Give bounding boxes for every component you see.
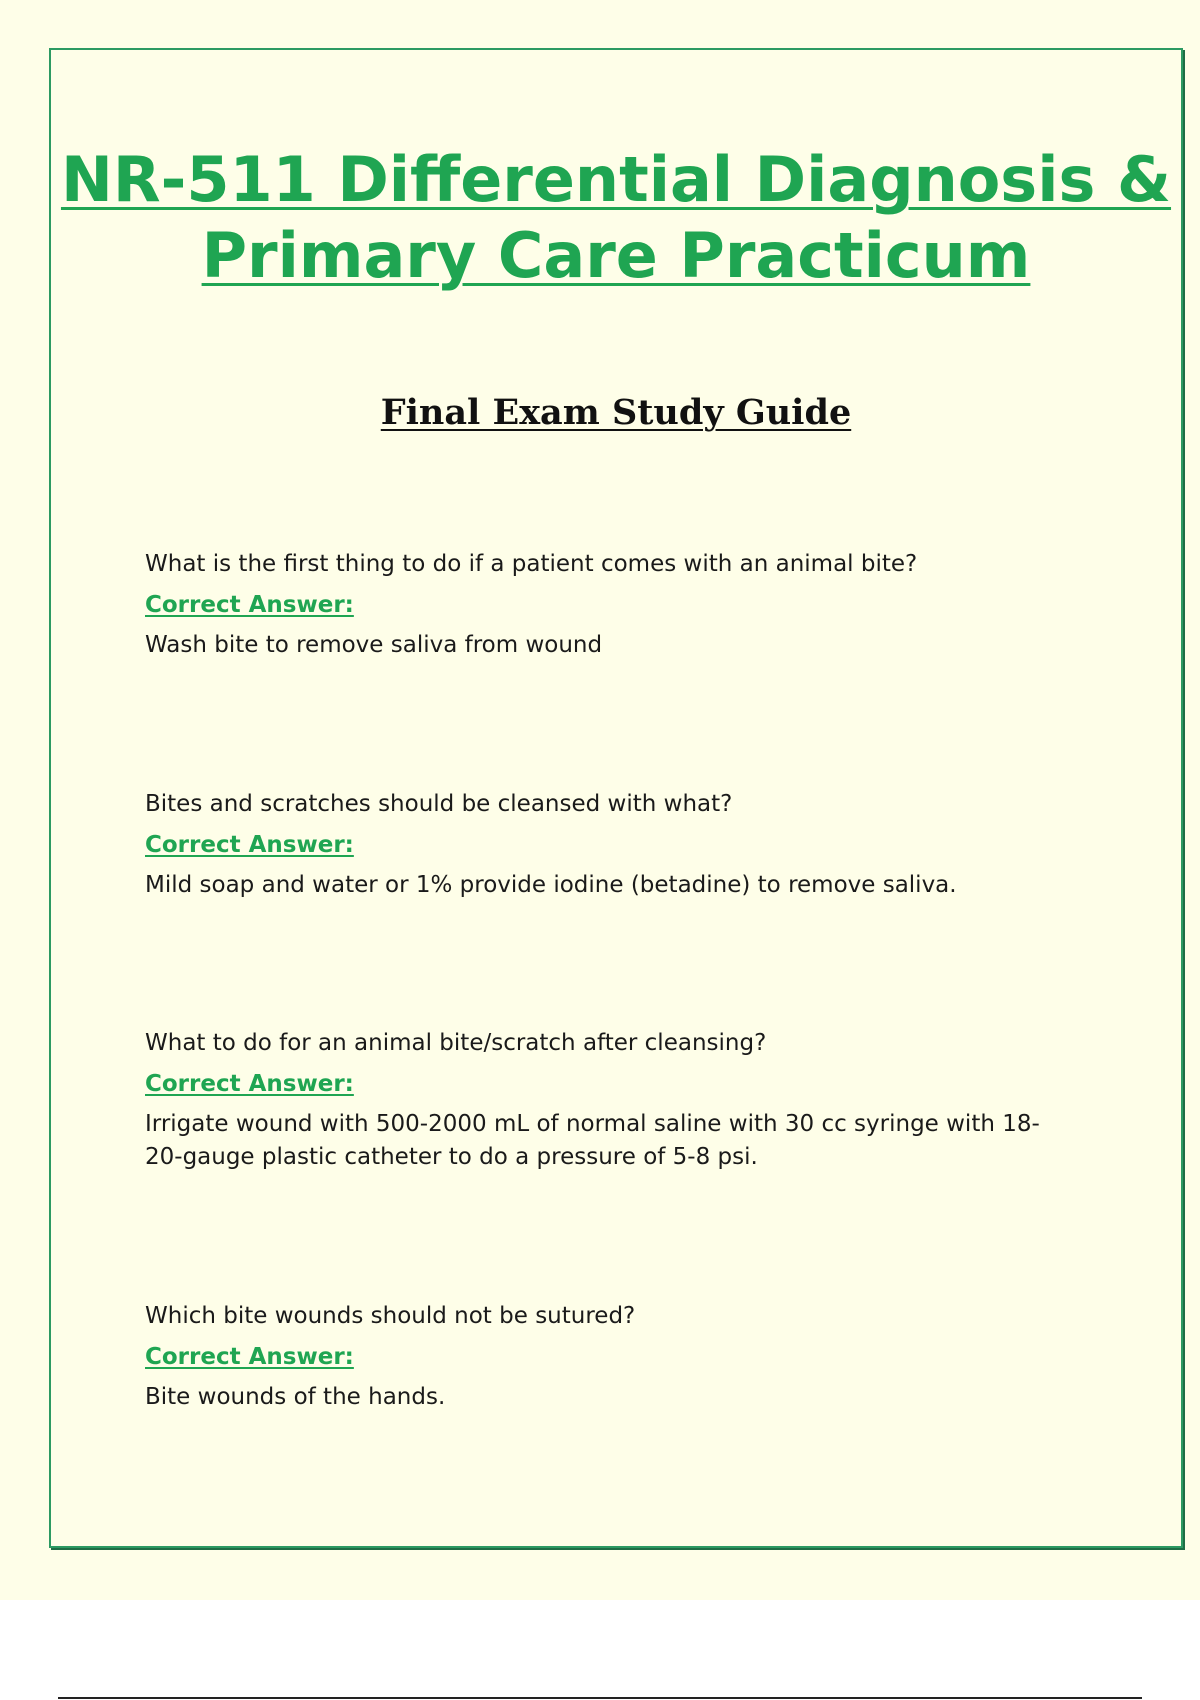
answer-label: Correct Answer: [145, 832, 354, 858]
question-text: What to do for an animal bite/scratch after cleansing? [145, 1030, 767, 1056]
qa-item-3 [145, 1027, 1075, 1174]
answer-label: Correct Answer: [145, 1344, 354, 1370]
qa-item-2 [145, 788, 1075, 902]
answer-text: Wash bite to remove saliva from wound [145, 632, 603, 658]
qa-item-1 [145, 548, 1075, 662]
question-text: Bites and scratches should be cleansed with what? [145, 791, 733, 817]
question-text: Which bite wounds should not be sutured? [145, 1303, 636, 1329]
footer-divider [58, 1697, 1142, 1699]
qa-item-4 [145, 1300, 1075, 1414]
guide-title: Final Exam Study Guide [380, 392, 852, 433]
answer-text: Mild soap and water or 1% provide iodine (betadine) to remove saliva. [145, 872, 957, 898]
answer-label: Correct Answer: [145, 592, 354, 618]
course-title: NR-511 Differential Diagnosis & Primary Care Practicum [60, 143, 1172, 292]
answer-text: Bite wounds of the hands. [145, 1384, 446, 1410]
answer-label: Correct Answer: [145, 1071, 354, 1097]
question-text: What is the first thing to do if a patient comes with an animal bite? [145, 551, 918, 577]
answer-text: Irrigate wound with 500-2000 mL of normal saline with 30 cc syringe with 18-20-gauge plastic catheter to do a pressure of 5-8 psi. [145, 1111, 1040, 1170]
